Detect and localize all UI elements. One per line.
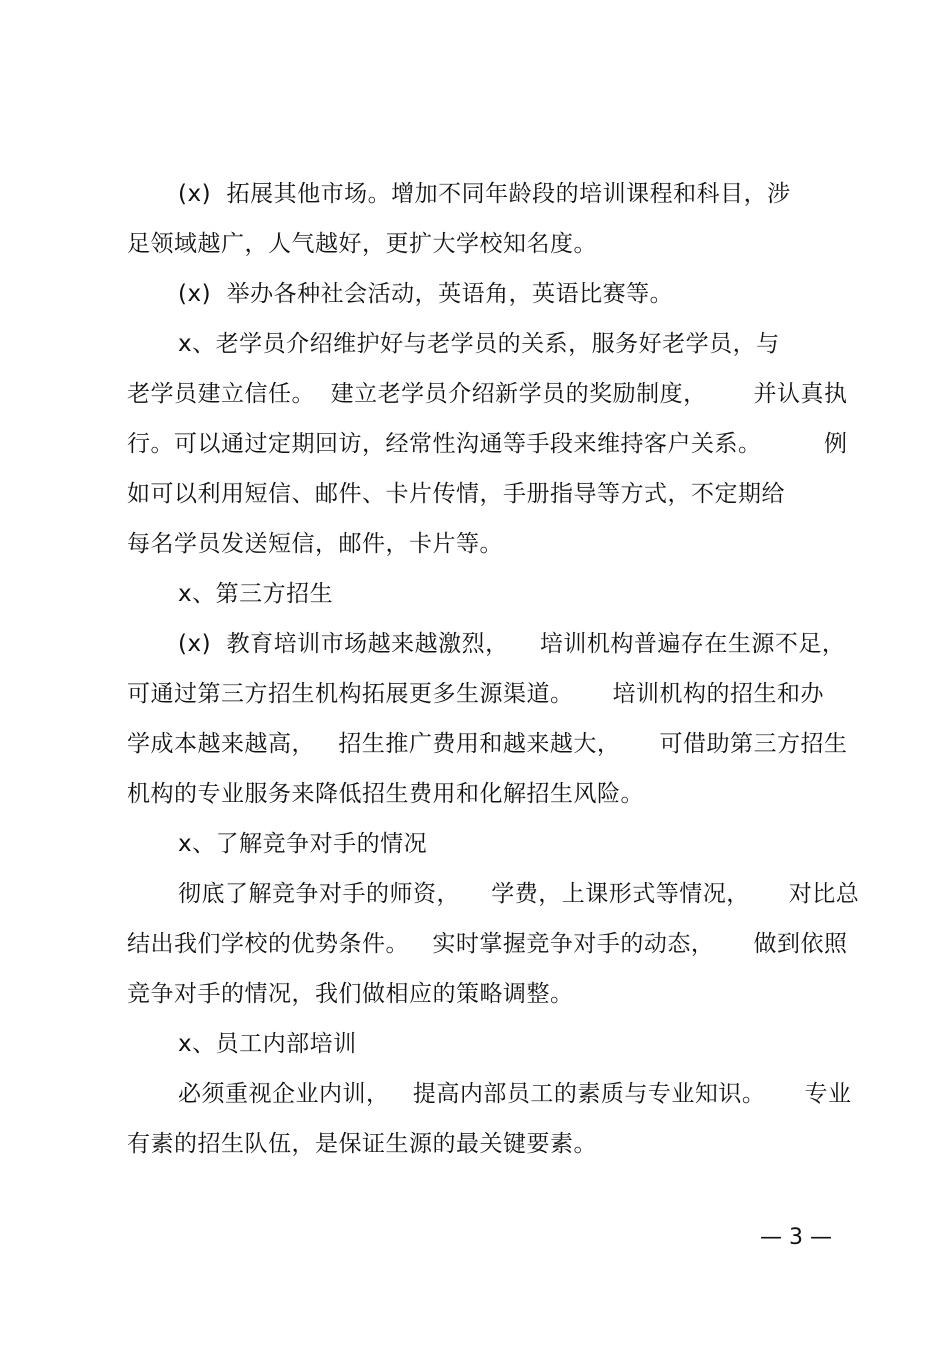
paragraph-line: 有素的招生队伍，是保证生源的最关键要素。 bbox=[127, 1131, 597, 1157]
paragraph-line: 学成本越来越高， 招生推广费用和越来越大， 可借助第三方招生 bbox=[127, 731, 848, 757]
paragraph-line: 结出我们学校的优势条件。 实时掌握竞争对手的动态， 做到依照 bbox=[127, 931, 848, 957]
paragraph-line: 可通过第三方招生机构拓展更多生源渠道。 培训机构的招生和办 bbox=[127, 681, 825, 707]
page-number: — 3 — bbox=[760, 1225, 832, 1250]
section-heading: x、了解竞争对手的情况 bbox=[178, 831, 428, 857]
paragraph-line: (x) 举办各种社会活动，英语角，英语比赛等。 bbox=[178, 281, 674, 307]
paragraph-line: 机构的专业服务来降低招生费用和化解招生风险。 bbox=[127, 781, 644, 807]
paragraph-line: 每名学员发送短信，邮件，卡片等。 bbox=[127, 531, 503, 557]
paragraph-line: 行。可以通过定期回访，经常性沟通等手段来维持客户关系。 例 bbox=[127, 431, 848, 457]
paragraph-line: 彻底了解竞争对手的师资， 学费，上课形式等情况， 对比总 bbox=[178, 881, 860, 907]
paragraph-line: 足领域越广，人气越好，更扩大学校知名度。 bbox=[127, 231, 597, 257]
paragraph-line: 必须重视企业内训， 提高内部员工的素质与专业知识。 专业 bbox=[178, 1081, 852, 1107]
section-heading: x、员工内部培训 bbox=[178, 1031, 357, 1057]
paragraph-line: 老学员建立信任。 建立老学员介绍新学员的奖励制度， 并认真执 bbox=[127, 381, 848, 407]
section-heading: x、第三方招生 bbox=[178, 581, 334, 607]
paragraph-line: x、老学员介绍维护好与老学员的关系，服务好老学员，与 bbox=[178, 331, 780, 357]
paragraph-line: (x) 拓展其他市场。增加不同年龄段的培训课程和科目，涉 bbox=[178, 181, 791, 207]
paragraph-line: (x) 教育培训市场越来越激烈， 培训机构普遍存在生源不足， bbox=[178, 631, 846, 657]
paragraph-line: 如可以利用短信、邮件、卡片传情，手册指导等方式，不定期给 bbox=[127, 481, 785, 507]
paragraph-line: 竞争对手的情况，我们做相应的策略调整。 bbox=[127, 981, 574, 1007]
